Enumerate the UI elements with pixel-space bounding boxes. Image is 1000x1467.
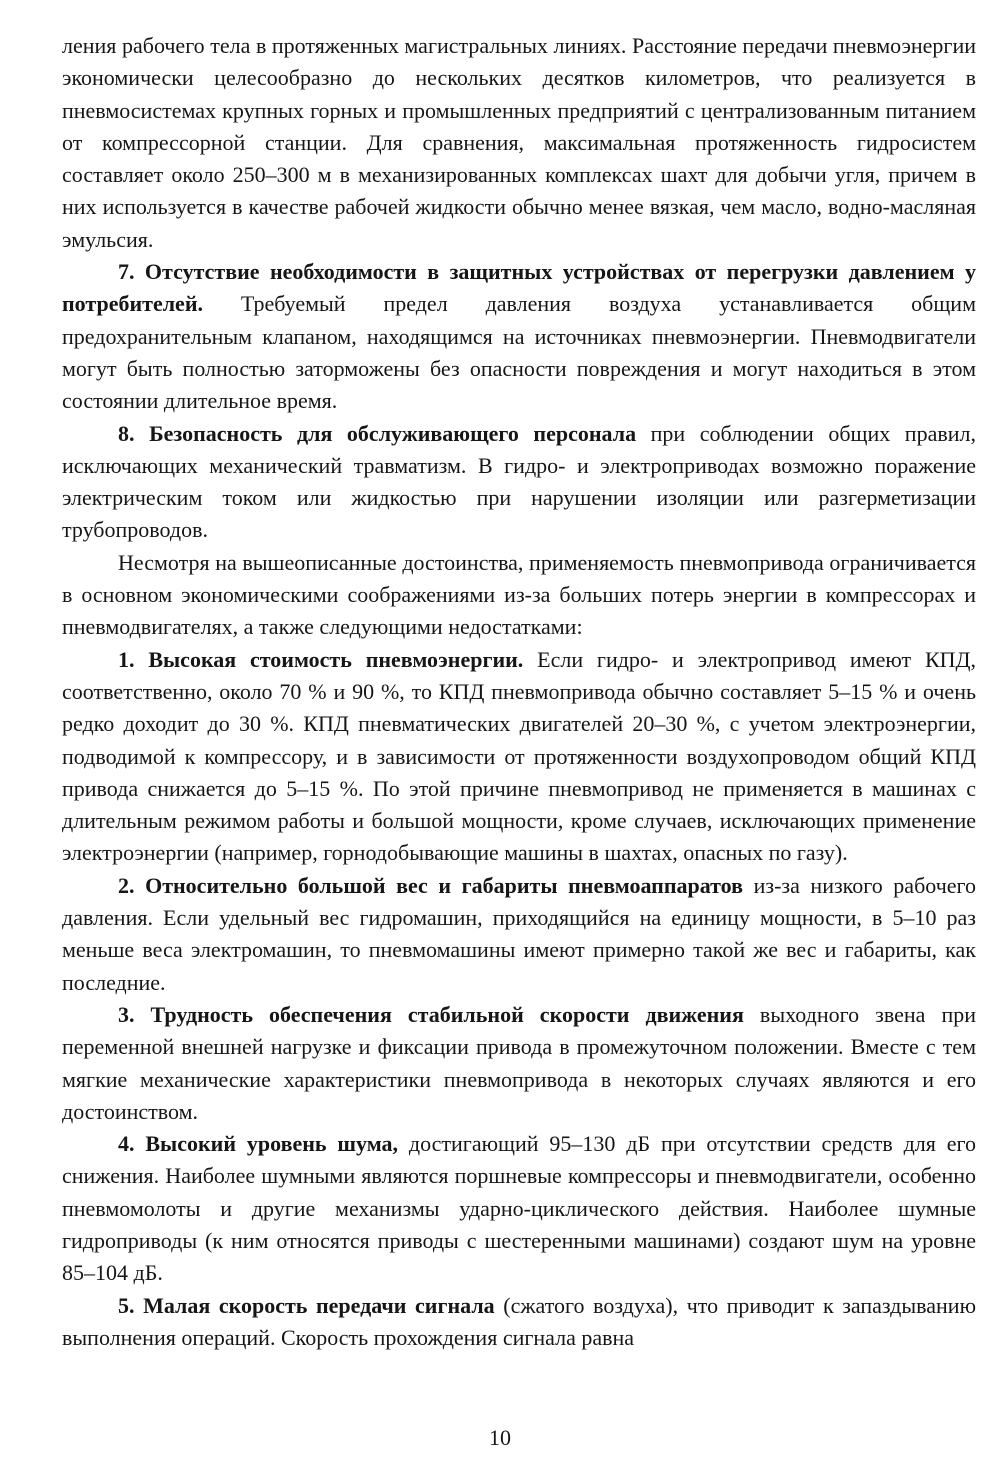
paragraph-text: из-за низкого рабочего давления. Если удельный вес гидромашин, приходящийся на единицу мощности, в 5–10 раз меньше веса электромашин, то пневмомашины имеют примерно такой же вес и габариты, как последние. bbox=[62, 872, 976, 995]
paragraph-disadvantage-1 bbox=[62, 644, 976, 870]
paragraph-heading: 4. Высокий уровень шума, bbox=[118, 1131, 399, 1157]
paragraph-heading: 2. Относительно большой вес и габариты пневмоаппаратов bbox=[118, 872, 744, 898]
paragraph-text: Требуемый предел давления воздуха устанавливается общим предохранительным клапаном, находящимся на источниках пневмоэнергии. Пневмодвигатели могут быть полностью заторможены без опасности повреждения и могут находиться в этом состоянии длительное время. bbox=[62, 291, 976, 414]
paragraph-item-8 bbox=[62, 418, 976, 547]
paragraph-disadvantage-3 bbox=[62, 999, 976, 1128]
paragraph-text: Если гидро- и электропривод имеют КПД, соответственно, около 70 % и 90 %, то КПД пневмопривода обычно составляет 5–15 % и очень редко доходит до 30 %. КПД пневматических двигателей 20–30 %, с учетом электроэнергии, подводимой к компрессору, и в зависимости от протяженности воздухопроводом общий КПД привода снижается до 5–15 %. По этой причине пневмопривод не применяется в машинах с длительным режимом работы и большой мощности, кроме случаев, исключающих применение электроэнергии (например, горнодобывающие машины в шахтах, опасных по газу). bbox=[62, 646, 977, 866]
paragraph-heading: 5. Малая скорость передачи сигнала bbox=[118, 1292, 495, 1318]
paragraph-heading: 3. Трудность обеспечения стабильной скорости движения bbox=[118, 1001, 744, 1027]
paragraph-heading: 8. Безопасность для обслуживающего персонала bbox=[118, 420, 637, 446]
paragraph-intro-disadvantages bbox=[62, 547, 976, 644]
paragraph-disadvantage-5 bbox=[62, 1290, 976, 1355]
paragraph-text: Несмотря на вышеописанные достоинства, применяемость пневмопривода ограничивается в основном экономическими соображениями из-за больших потерь энергии в компрессорах и пневмодвигателях, а также следующими недостатками: bbox=[62, 549, 976, 640]
paragraph-text: (сжатого воздуха), что приводит к запаздыванию выполнения операций. Скорость прохождения сигнала равна bbox=[62, 1292, 977, 1350]
paragraph-text: ления рабочего тела в протяженных магистральных линиях. Расстояние передачи пневмоэнергии экономически целесообразно до нескольких десятков километров, что реализуется в пневмосистемах крупных горных и промышленных предприятий с централизованным питанием от компрессорной станции. Для сравнения, максимальная протяженность гидросистем составляет около 250–300 м в механизированных комплексах шахт для добычи угля, причем в них используется в качестве рабочей жидкости обычно менее вязкая, чем масло, водно-масляная эмульсия. bbox=[62, 33, 976, 252]
paragraph-text: при соблюдении общих правил, исключающих механический травматизм. В гидро- и электроприводах возможно поражение электрическим током или жидкостью при нарушении изоляции или разгерметизации трубопроводов. bbox=[62, 420, 976, 543]
paragraph-heading: 1. Высокая стоимость пневмоэнергии. bbox=[118, 646, 524, 672]
paragraph-text: достигающий 95–130 дБ при отсутствии средств для его снижения. Наиболее шумными являются поршневые компрессоры и пневмодвигатели, особенно пневмомолоты и другие механизмы ударно-циклического действия. Наиболее шумные гидроприводы (к ним относятся приводы с шестеренными машинами) создают шум на уровне 85–104 дБ. bbox=[62, 1131, 976, 1286]
paragraph-disadvantage-2 bbox=[62, 870, 976, 999]
page-number: 10 bbox=[489, 1425, 511, 1450]
paragraph-continuation bbox=[62, 30, 976, 256]
paragraph-text: выходного звена при переменной внешней нагрузке и фиксации привода в промежуточном положении. Вместе с тем мягкие механические характеристики пневмопривода в некоторых случаях являются и его достоинством. bbox=[62, 1001, 976, 1124]
paragraph-heading: 7. Отсутствие необходимости в защитных устройствах от перегрузки давлением у потребителей. bbox=[62, 259, 976, 317]
paragraph-item-7 bbox=[62, 256, 976, 417]
paragraph-disadvantage-4 bbox=[62, 1128, 976, 1289]
